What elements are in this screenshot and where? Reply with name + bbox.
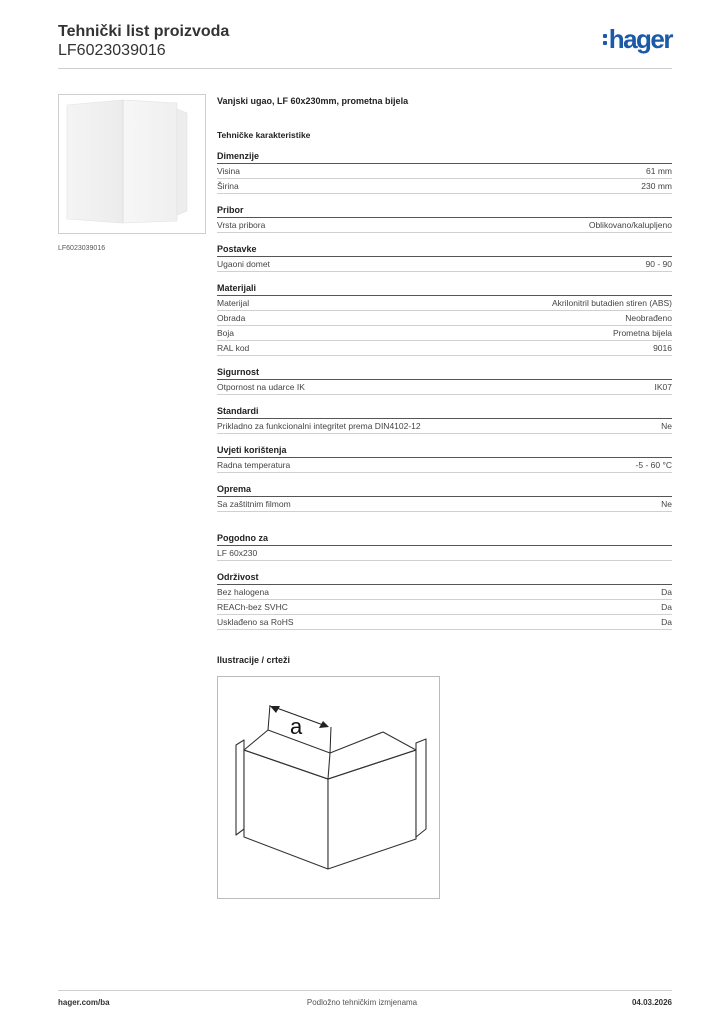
logo-text: hager [608, 24, 672, 54]
spec-value: 9016 [653, 343, 672, 353]
spec-label: Usklađeno sa RoHS [217, 617, 294, 627]
spec-value: Da [661, 602, 672, 612]
spec-row [217, 615, 672, 630]
spec-row [217, 341, 672, 356]
section-title: Sigurnost [217, 367, 672, 380]
spec-value: Da [661, 587, 672, 597]
spec-row [217, 179, 672, 194]
spec-row [217, 419, 672, 434]
spec-row [217, 326, 672, 341]
spec-label: Obrada [217, 313, 246, 323]
spec-value: Neobrađeno [625, 313, 672, 323]
spec-value: Da [661, 617, 672, 627]
product-photo-image [59, 95, 205, 233]
section-title: Postavke [217, 244, 672, 257]
spec-row [217, 311, 672, 326]
footer-divider [58, 990, 672, 991]
section-accessory [217, 205, 672, 233]
spec-label: Širina [217, 181, 239, 191]
spec-row [217, 458, 672, 473]
section-settings [217, 244, 672, 272]
spec-label: Prikladno za funkcionalni integritet prema DIN4102-12 [217, 421, 421, 431]
spec-row [217, 585, 672, 600]
section-standards [217, 406, 672, 434]
section-sustainability [217, 572, 672, 630]
section-title: Uvjeti korištenja [217, 445, 672, 458]
illustrations-heading: Ilustracije / crteži [217, 655, 291, 665]
product-photo [58, 94, 206, 234]
product-details [217, 96, 672, 665]
spec-label: RAL kod [217, 343, 250, 353]
spec-label: Sa zaštitnim filmom [217, 499, 291, 509]
spec-row [217, 600, 672, 615]
spec-value: 61 mm [646, 166, 672, 176]
spec-value: Ne [661, 421, 672, 431]
spec-value: Prometna bijela [612, 328, 672, 338]
section-usage-conditions [217, 445, 672, 473]
section-equipment [217, 484, 672, 512]
spec-label: LF 60x230 [217, 548, 258, 558]
spec-row [217, 546, 672, 561]
photo-caption: LF6023039016 [58, 245, 106, 252]
spec-value: 230 mm [641, 181, 672, 191]
dimension-label: a [290, 714, 303, 739]
section-materials [217, 283, 672, 356]
spec-row [217, 257, 672, 272]
product-code: LF6023039016 [58, 42, 166, 59]
header-divider [58, 68, 672, 69]
section-title: Oprema [217, 484, 672, 497]
section-safety [217, 367, 672, 395]
spec-row [217, 164, 672, 179]
external-corner-drawing [218, 677, 439, 898]
spec-label: Visina [217, 166, 240, 176]
spec-label: Radna temperatura [217, 460, 291, 470]
section-title: Pribor [217, 205, 672, 218]
footer-website[interactable]: hager.com/ba [58, 998, 110, 1007]
footer-date: 04.03.2026 [631, 998, 672, 1007]
section-title: Materijali [217, 283, 672, 296]
spec-value: -5 - 60 °C [635, 460, 672, 470]
spec-label: Ugaoni domet [217, 259, 270, 269]
spec-value: 90 - 90 [645, 259, 672, 269]
spec-label: Vrsta pribora [217, 220, 266, 230]
spec-label: Otpornost na udarce IK [217, 382, 305, 392]
section-title: Održivost [217, 572, 672, 585]
logo-mark-icon [603, 34, 607, 45]
section-suitable-for [217, 533, 672, 561]
section-title: Pogodno za [217, 533, 672, 546]
page-title: Tehnički list proizvoda [58, 23, 230, 40]
spec-value: IK07 [654, 382, 672, 392]
section-dimensions [217, 151, 672, 194]
tech-characteristics-heading: Tehničke karakteristike [217, 130, 311, 140]
spec-row [217, 296, 672, 311]
footer-note: Podložno tehničkim izmjenama [306, 998, 418, 1007]
spec-row [217, 497, 672, 512]
spec-row [217, 380, 672, 395]
spec-label: Bez halogena [217, 587, 269, 597]
illustration-drawing [217, 676, 440, 899]
spec-value: Akrilonitril butadien stiren (ABS) [552, 298, 672, 308]
spec-label: REACh-bez SVHC [217, 602, 288, 612]
hager-logo [603, 26, 672, 52]
spec-label: Boja [217, 328, 235, 338]
spec-label: Materijal [217, 298, 250, 308]
section-title: Dimenzije [217, 151, 672, 164]
spec-value: Oblikovano/kalupljeno [588, 220, 672, 230]
spec-row [217, 218, 672, 233]
document-header [58, 22, 229, 60]
product-name: Vanjski ugao, LF 60x230mm, prometna bijela [217, 96, 409, 106]
spec-value: Ne [661, 499, 672, 509]
section-title: Standardi [217, 406, 672, 419]
